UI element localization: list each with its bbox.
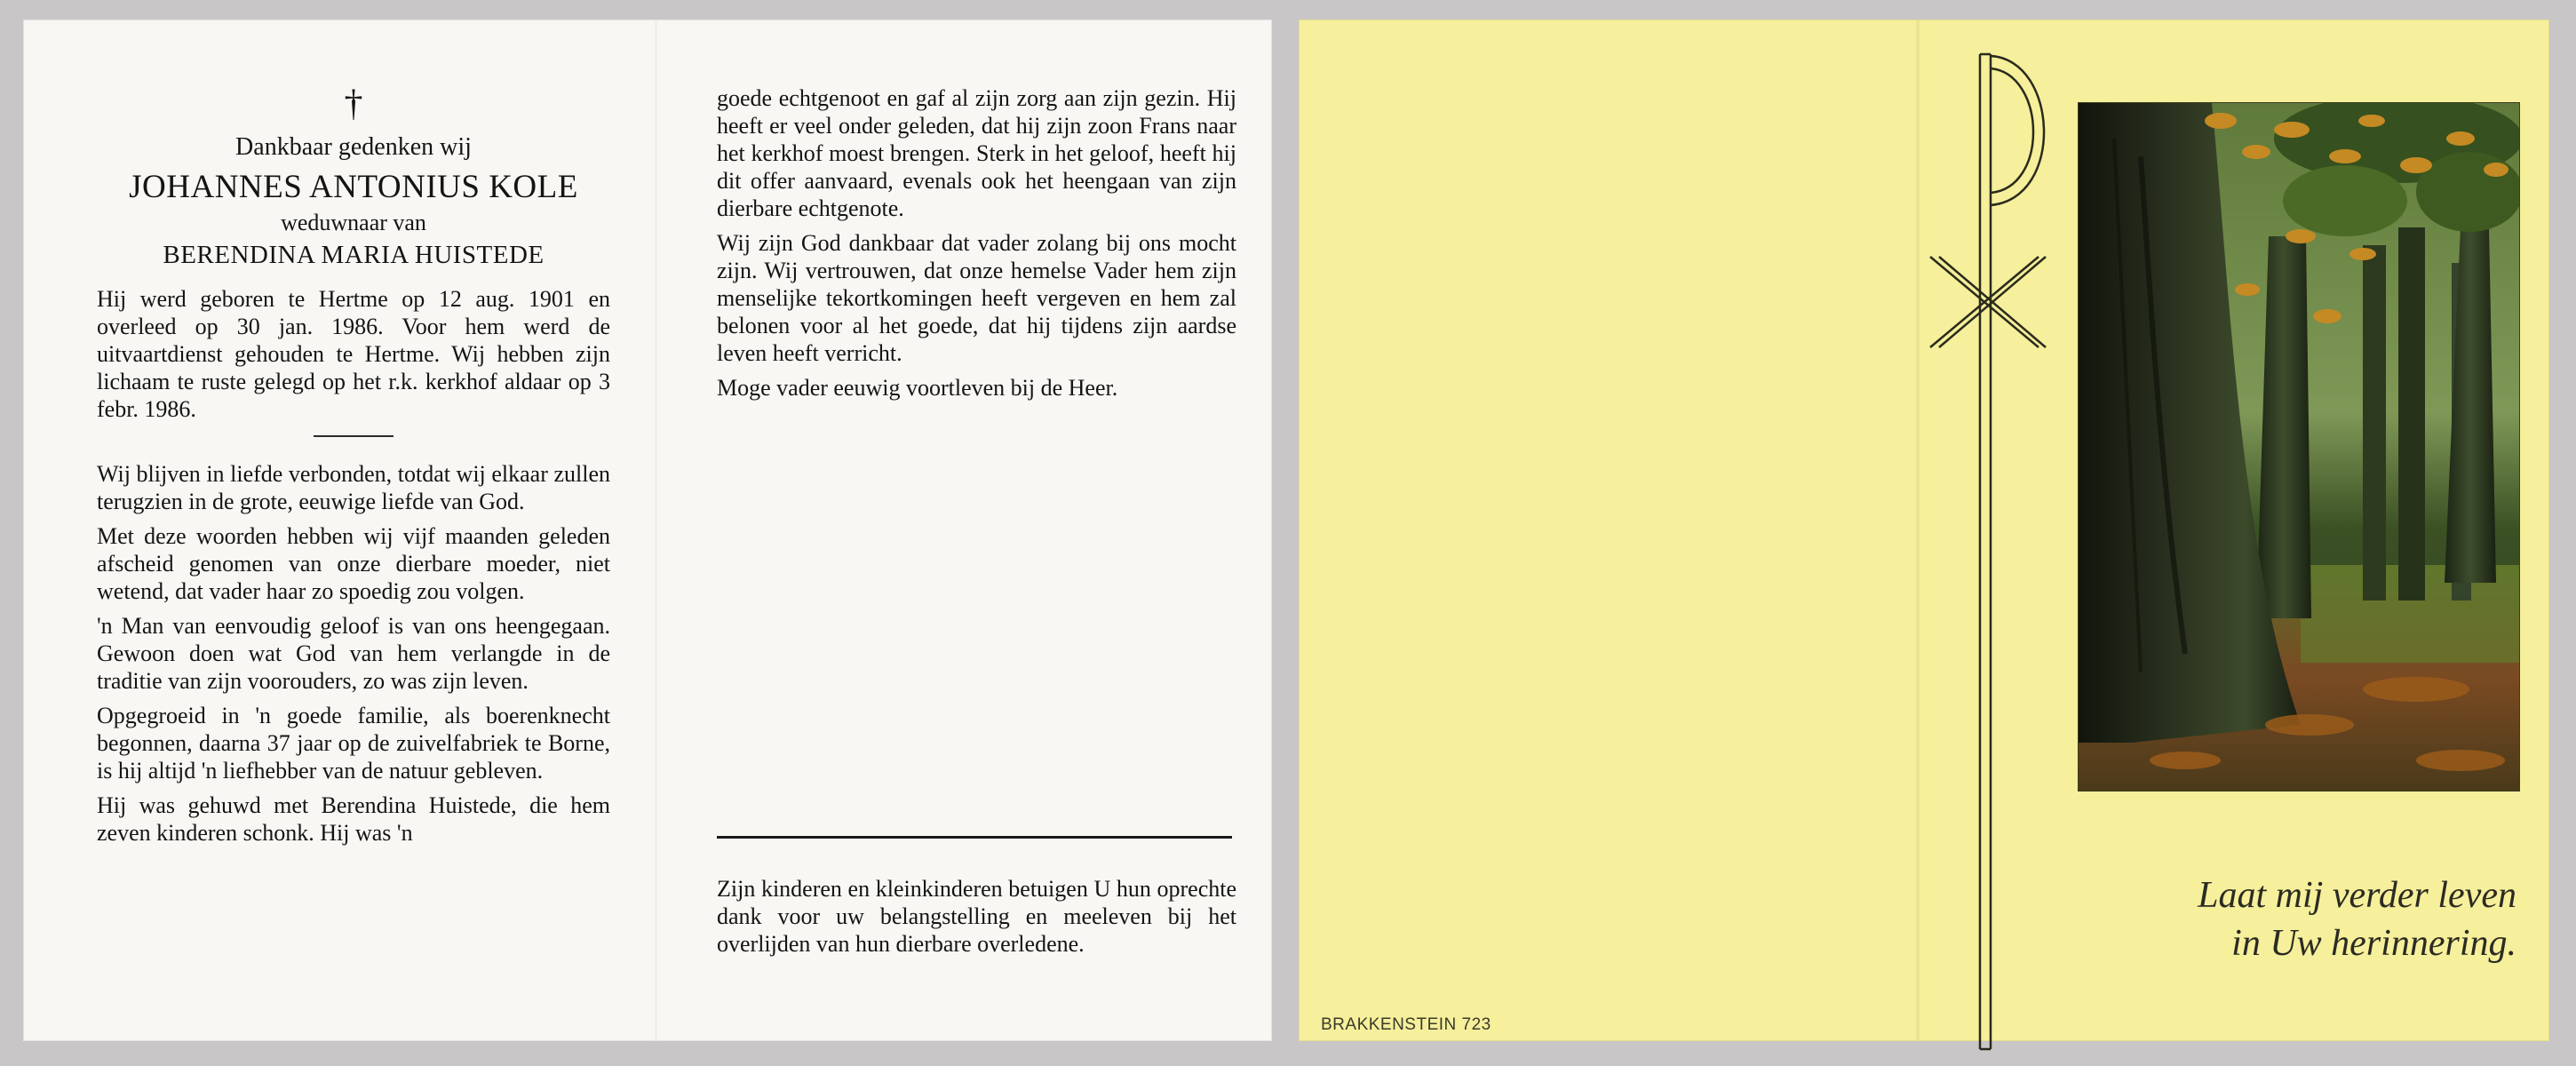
thanks-paragraph: Zijn kinderen en kleinkinderen betuigen U hun oprechte dank voor uw belangstelling en meeleven bij het overlijden van hun dierbare overledene.	[717, 876, 1236, 957]
cover-motto	[2072, 871, 2516, 967]
forest-photo	[2078, 102, 2520, 792]
paragraph: Met deze woorden hebben wij vijf maanden geleden afscheid genomen van onze dierbare moeder, niet wetend, dat vader haar zo spoedig zou volgen.	[97, 523, 610, 604]
thanks-block	[717, 875, 1236, 958]
inside-right-column	[717, 84, 1236, 409]
intro-line: Dankbaar gedenken wij	[235, 133, 472, 161]
paragraph: Moge vader eeuwig voortleven bij de Heer.	[717, 375, 1118, 401]
cross-icon: †	[344, 84, 363, 124]
motto-line: Laat mij verder leven	[2198, 875, 2516, 916]
fold-line	[1916, 20, 1920, 1040]
inside-left-column	[97, 84, 610, 854]
deceased-name: JOHANNES ANTONIUS KOLE	[129, 169, 578, 205]
publisher-code: BRAKKENSTEIN 723	[1321, 1015, 1491, 1034]
inside-card	[23, 20, 1272, 1041]
cover-card	[1299, 20, 2549, 1041]
long-divider	[717, 836, 1232, 839]
fold-line	[655, 20, 657, 1040]
paragraph: Opgegroeid in 'n goede familie, als boerenknecht begonnen, daarna 37 jaar op de zuivelfabriek te Borne, is hij altijd 'n liefhebber van de natuur gebleven.	[97, 703, 610, 784]
paragraph: goede echtgenoot en gaf al zijn zorg aan zijn gezin. Hij heeft er veel onder geleden, dat hij zijn zoon Frans naar het kerkhof moest brengen. Sterk in het geloof, heeft hij dit offer aanvaard, evenals ook het heengaan van zijn dierbare echtgenote.	[717, 85, 1236, 221]
short-divider	[314, 435, 394, 437]
paragraph: Wij blijven in liefde verbonden, totdat wij elkaar zullen terugzien in de grote, eeuwige liefde van God.	[97, 461, 610, 514]
chi-rho-icon	[1925, 47, 2076, 1051]
spouse-name: BERENDINA MARIA HUISTEDE	[163, 241, 545, 269]
motto-line: in Uw herinnering.	[2231, 923, 2516, 964]
life-paragraph: Hij werd geboren te Hertme op 12 aug. 1901 en overleed op 30 jan. 1986. Voor hem werd de uitvaartdienst gehouden te Hertme. Wij hebben zijn lichaam te ruste gelegd op het r.k. kerkhof aldaar op 3 febr. 1986.	[97, 286, 610, 422]
paragraph: Wij zijn God dankbaar dat vader zolang bij ons mocht zijn. Wij vertrouwen, dat onze hemelse Vader hem zijn menselijke tekortkomingen heeft vergeven en hem zal belonen voor al het goede, dat hij tijdens zijn aardse leven heeft verricht.	[717, 230, 1236, 366]
widower-of-line: weduwnaar van	[281, 210, 426, 235]
paragraph: 'n Man van eenvoudig geloof is van ons heengegaan. Gewoon doen wat God van hem verlangde in de traditie van zijn voorouders, zo was zijn leven.	[97, 613, 610, 694]
paragraph: Hij was gehuwd met Berendina Huistede, die hem zeven kinderen schonk. Hij was 'n	[97, 792, 610, 846]
